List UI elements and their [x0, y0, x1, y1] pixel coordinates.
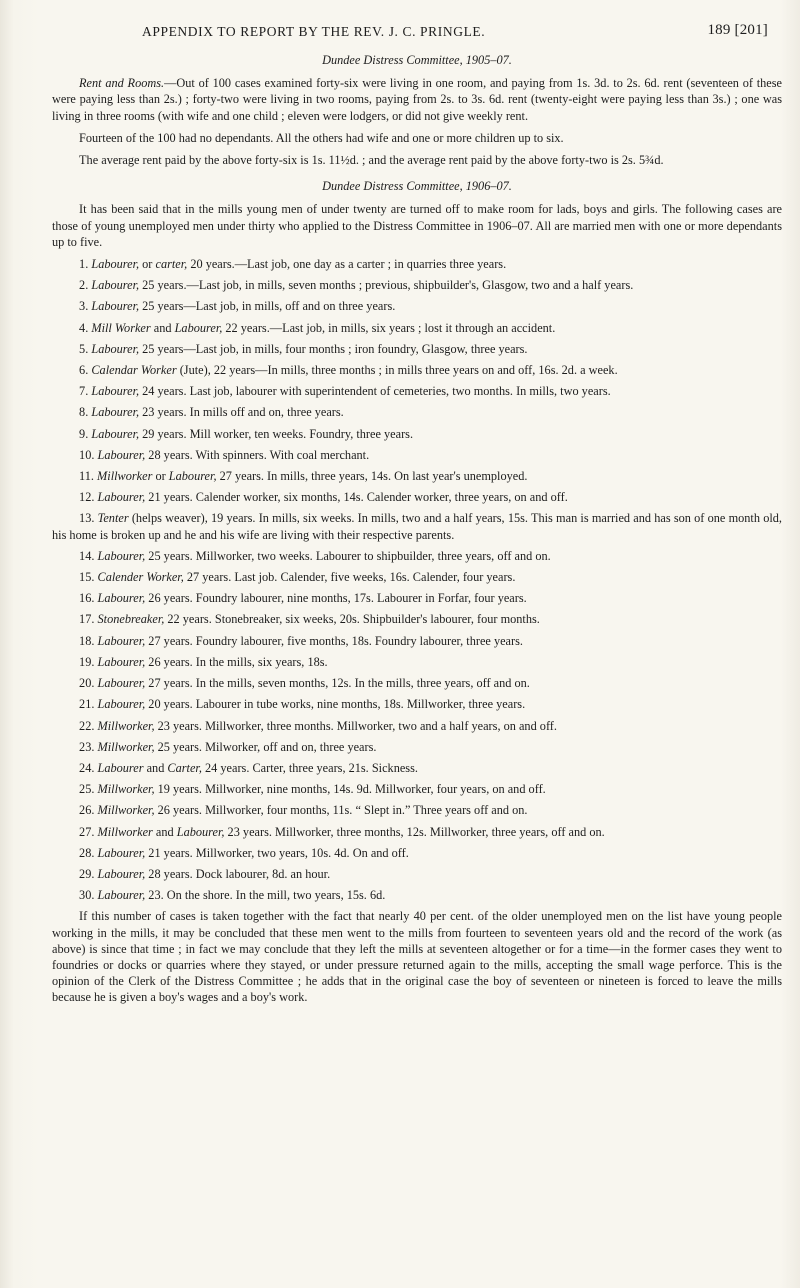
case-number: 19. — [79, 654, 95, 669]
case-occupation: Millworker, — [97, 782, 155, 797]
case-occupation: Millworker — [97, 824, 153, 839]
case-occupation: Tenter — [97, 511, 129, 526]
case-text: 21 years. Millworker, two years, 10s. 4d. On and off. — [145, 845, 409, 860]
case-occupation: Labourer, — [97, 676, 146, 691]
case-text: (Jute), 22 years—In mills, three months ; in mills three years on and off, 16s. 2d. a week. — [176, 363, 618, 378]
case-occupation: Labourer, — [97, 548, 146, 563]
case-entry — [52, 654, 782, 670]
case-occupation: Millworker — [97, 469, 153, 484]
case-text: 23. On the shore. In the mill, two years, 15s. 6d. — [145, 888, 386, 903]
case-text: 25 years—Last job, in mills, four months ; iron foundry, Glasgow, three years. — [139, 341, 528, 356]
case-occupation-secondary: Carter, — [167, 760, 202, 775]
case-number: 8. — [79, 405, 89, 420]
case-text: (helps weaver), 19 years. In mills, six weeks. In mills, two and a half years, 15s. This man is married and has son of one month old, his home is broken up and he and his wife are living with their respective parents. — [52, 511, 783, 542]
dependants-paragraph: Fourteen of the 100 had no dependants. All the others had wife and one or more children up to six. — [79, 130, 564, 145]
case-text: 19 years. Millworker, nine months, 14s. 9d. Millworker, four years, on and off. — [154, 782, 546, 797]
case-entry — [52, 802, 782, 818]
rent-text: —Out of 100 cases examined forty-six were living in one room, and paying from 1s. 3d. to 2s. 6d. rent (seventeen of these were paying less than 2s.) ; forty-two were living in two rooms, paying from 2s. to 3s. 6d. rent (twenty-eight were paying less than 3s.) ; one was living in three rooms (with wife and one child ; eleven were lodgers, or did not give weekly rent. — [52, 76, 782, 123]
case-text-continued: 27 years. In mills, three years, 14s. On last year's unemployed. — [216, 469, 528, 484]
case-entry — [52, 590, 782, 606]
case-occupation: Labourer, — [97, 845, 146, 860]
case-entry — [52, 277, 782, 293]
case-number: 6. — [79, 363, 89, 378]
case-entry — [52, 760, 782, 776]
case-number: 2. — [79, 278, 89, 293]
case-entry — [52, 510, 782, 542]
case-occupation: Labourer, — [97, 633, 146, 648]
case-occupation: Labourer, — [91, 384, 140, 399]
section-heading-1905: Dundee Distress Committee, 1905–07. — [322, 53, 512, 67]
case-text: 28 years. Dock labourer, 8d. an hour. — [145, 866, 331, 881]
case-occupation: Calender Worker, — [97, 570, 184, 585]
case-number: 16. — [79, 591, 95, 606]
case-text: 24 years. Last job, labourer with superintendent of cemeteries, two months. In mills, two years. — [139, 384, 611, 399]
case-entry — [52, 341, 782, 357]
case-entry — [52, 489, 782, 505]
case-text: 26 years. In the mills, six years, 18s. — [145, 654, 328, 669]
case-text-continued: 20 years.—Last job, one day as a carter ; in quarries three years. — [187, 257, 507, 272]
case-text: 25 years.—Last job, in mills, seven months ; previous, shipbuilder's, Glasgow, two and a half years. — [139, 278, 634, 293]
section-heading-1906: Dundee Distress Committee, 1906–07. — [322, 179, 512, 194]
case-occupation: Labourer, — [91, 405, 140, 420]
case-occupation: Millworker, — [97, 803, 155, 818]
case-number: 25. — [79, 782, 95, 797]
case-number: 7. — [79, 384, 89, 399]
case-occupation: Calendar Worker — [91, 363, 177, 378]
case-occupation-secondary: Labourer, — [174, 320, 223, 335]
case-occupation: Labourer, — [97, 697, 146, 712]
case-text: 20 years. Labourer in tube works, nine months, 18s. Millworker, three years. — [145, 697, 526, 712]
case-number: 9. — [79, 426, 89, 441]
case-text: 25 years—Last job, in mills, off and on three years. — [139, 299, 396, 314]
case-number: 29. — [79, 866, 95, 881]
case-text: 27 years. Last job. Calender, five weeks, 16s. Calender, four years. — [183, 570, 516, 585]
case-entry — [52, 468, 782, 484]
case-occupation-secondary: Labourer, — [176, 824, 225, 839]
running-header — [52, 22, 780, 42]
case-text-continued: 23 years. Millworker, three months, 12s. Millworker, three years, off and on. — [224, 824, 605, 839]
case-occupation: Mill Worker — [91, 320, 151, 335]
case-occupation: Labourer, — [97, 888, 146, 903]
case-occupation: Labourer, — [97, 654, 146, 669]
header-title: APPENDIX TO REPORT BY THE REV. J. C. PRINGLE. — [142, 24, 486, 39]
case-entry — [52, 383, 782, 399]
case-number: 27. — [79, 824, 95, 839]
case-text: 25 years. Millworker, two weeks. Labourer to shipbuilder, three years, off and on. — [145, 548, 551, 563]
case-entry — [52, 298, 782, 314]
case-number: 23. — [79, 739, 95, 754]
case-number: 30. — [79, 888, 95, 903]
case-number: 15. — [79, 570, 95, 585]
average-rent-paragraph: The average rent paid by the above forty-six is 1s. 11½d. ; and the average rent paid by the above forty-two is 2s. 5¾d. — [79, 153, 664, 168]
conclusion-paragraph: If this number of cases is taken together with the fact that nearly 40 per cent. of the older unemployed men on the list have young people working in the mills, it may be concluded that these men went to the mills from fourteen to seventeen years old and the record of the work (as above) is since that time ; in fact we may conclude that they left the mills at seventeen altogether or for a time—in the former cases they went to foundries or docks or quarries where they stayed, or under pressure returned again to the mills, accepting the small wage perforce. This is the opinion of the Clerk of the Distress Committee ; he adds that in the original case the boy of seventeen or nineteen is forced to leave the mills because he is given a boy's wages and a boy's work. — [52, 909, 782, 1005]
case-number: 11. — [79, 469, 94, 484]
case-text: and — [143, 760, 168, 775]
case-number: 13. — [79, 511, 95, 526]
case-number: 26. — [79, 803, 95, 818]
case-number: 3. — [79, 299, 89, 314]
case-text: 26 years. Millworker, four months, 11s. “ Slept in.” Three years off and on. — [154, 803, 528, 818]
case-entry — [52, 718, 782, 734]
case-entry — [52, 256, 782, 272]
case-entry — [52, 548, 782, 564]
case-entry — [52, 404, 782, 420]
case-entry — [52, 447, 782, 463]
case-list — [52, 256, 782, 903]
case-entry — [52, 781, 782, 797]
case-entry — [52, 426, 782, 442]
case-occupation: Labourer, — [97, 591, 146, 606]
rent-lead: Rent and Rooms. — [79, 76, 165, 91]
case-text: 29 years. Mill worker, ten weeks. Foundry, three years. — [139, 426, 414, 441]
page-number: 189 [201] — [707, 22, 768, 38]
case-occupation: Labourer, — [91, 299, 140, 314]
case-occupation-secondary: Labourer, — [168, 469, 217, 484]
case-text: 25 years. Milworker, off and on, three years. — [154, 739, 377, 754]
rent-and-rooms-paragraph — [52, 75, 782, 124]
case-occupation: Labourer, — [91, 278, 140, 293]
case-text: and — [152, 824, 177, 839]
case-number: 22. — [79, 718, 95, 733]
case-entry — [52, 569, 782, 585]
case-occupation: Labourer, — [97, 447, 146, 462]
case-entry — [52, 633, 782, 649]
case-entry — [52, 675, 782, 691]
case-occupation: Labourer, — [91, 257, 140, 272]
case-number: 28. — [79, 845, 95, 860]
case-entry — [52, 320, 782, 336]
case-text: and — [150, 320, 175, 335]
case-occupation-secondary: carter, — [155, 257, 188, 272]
case-number: 24. — [79, 760, 95, 775]
page-content — [52, 52, 782, 1012]
case-occupation: Labourer, — [91, 426, 140, 441]
case-text: 26 years. Foundry labourer, nine months, 17s. Labourer in Forfar, four years. — [145, 591, 527, 606]
intro-paragraph: It has been said that in the mills young men of under twenty are turned off to make room for lads, boys and girls. The following cases are those of young unemployed men under thirty who applied to the Distress Committee in 1906–07. All are married men with one or more dependants up to five. — [52, 202, 782, 249]
case-entry — [52, 611, 782, 627]
case-entry — [52, 845, 782, 861]
case-number: 18. — [79, 633, 95, 648]
case-text: 27 years. Foundry labourer, five months, 18s. Foundry labourer, three years. — [145, 633, 523, 648]
case-text: 21 years. Calender worker, six months, 14s. Calender worker, three years, on and off. — [145, 490, 568, 505]
case-entry — [52, 696, 782, 712]
case-text: 23 years. In mills off and on, three years. — [139, 405, 344, 420]
case-occupation: Labourer, — [97, 866, 146, 881]
case-occupation: Millworker, — [97, 718, 155, 733]
case-entry — [52, 824, 782, 840]
case-text: or — [152, 469, 169, 484]
case-entry — [52, 866, 782, 882]
case-text: 27 years. In the mills, seven months, 12s. In the mills, three years, off and on. — [145, 676, 530, 691]
case-number: 4. — [79, 320, 89, 335]
case-text-continued: 22 years.—Last job, in mills, six years ; lost it through an accident. — [222, 320, 556, 335]
case-number: 20. — [79, 676, 95, 691]
case-text: 28 years. With spinners. With coal merchant. — [145, 447, 370, 462]
case-entry — [52, 739, 782, 755]
case-occupation: Labourer — [97, 760, 144, 775]
case-text: or — [139, 257, 156, 272]
case-text: 23 years. Millworker, three months. Millworker, two and a half years, on and off. — [154, 718, 557, 733]
case-occupation: Stonebreaker, — [97, 612, 165, 627]
case-occupation: Labourer, — [91, 341, 140, 356]
case-number: 1. — [79, 257, 89, 272]
case-text: 22 years. Stonebreaker, six weeks, 20s. Shipbuilder's labourer, four months. — [164, 612, 540, 627]
case-number: 10. — [79, 447, 95, 462]
case-entry — [52, 887, 782, 903]
case-number: 17. — [79, 612, 95, 627]
case-number: 12. — [79, 490, 95, 505]
case-entry — [52, 362, 782, 378]
case-number: 14. — [79, 548, 95, 563]
case-number: 21. — [79, 697, 95, 712]
case-text-continued: 24 years. Carter, three years, 21s. Sickness. — [201, 760, 418, 775]
case-occupation: Labourer, — [97, 490, 146, 505]
case-number: 5. — [79, 341, 89, 356]
case-occupation: Millworker, — [97, 739, 155, 754]
